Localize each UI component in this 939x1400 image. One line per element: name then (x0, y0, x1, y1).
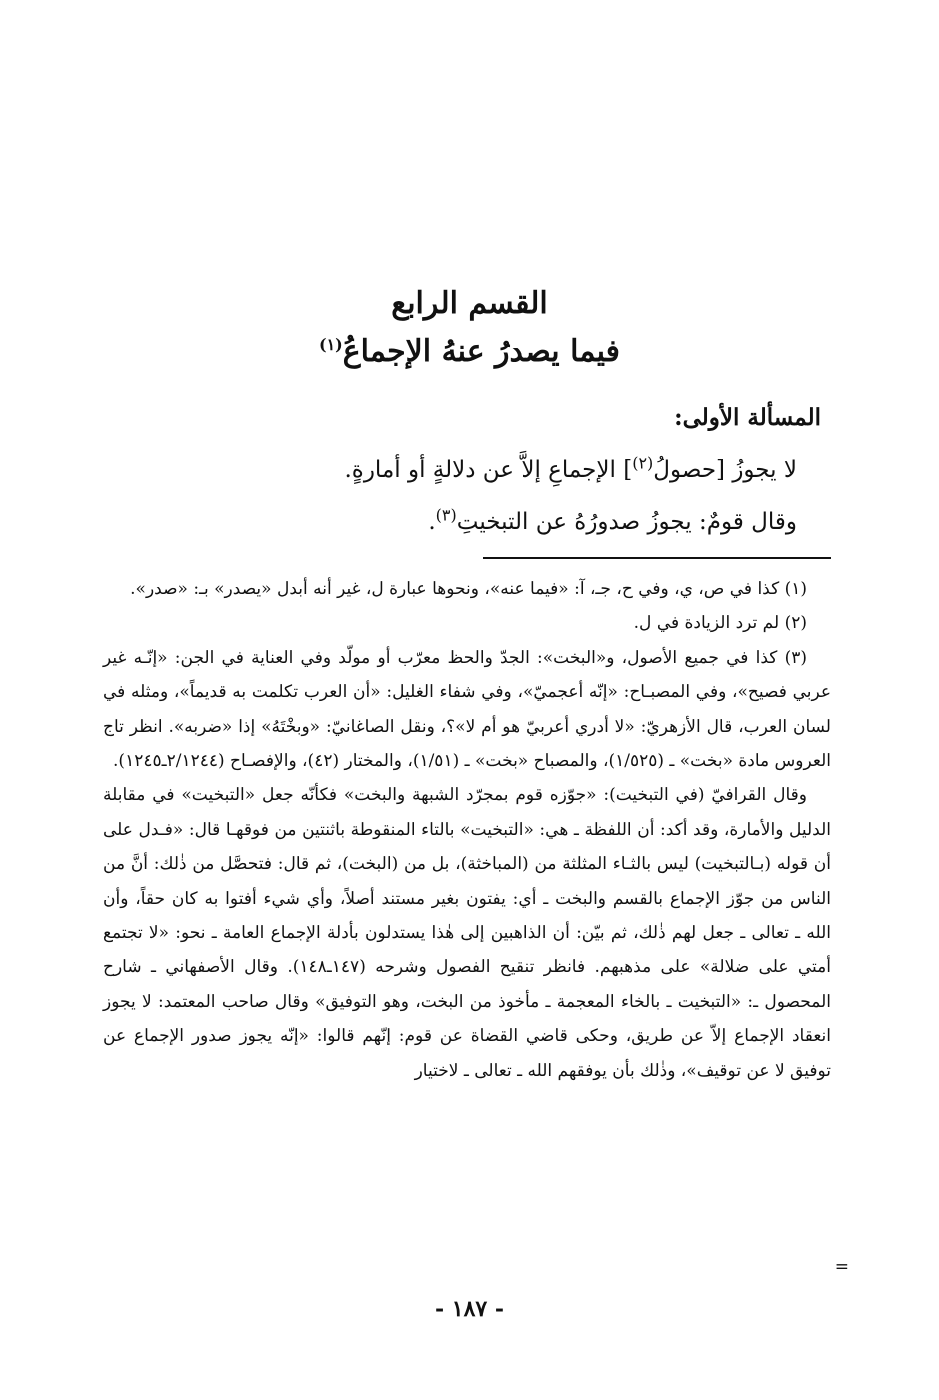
footnotes (103, 572, 831, 1088)
main-line-2 (101, 496, 821, 548)
issue-title: المسألة الأولى: (674, 404, 821, 431)
continuation-mark: = (834, 1257, 849, 1277)
section-title (0, 280, 939, 328)
main-line-2-text-a: وقال قومٌ: يجوزُ صدورُهُ عن التبخيتِ (456, 509, 797, 535)
section-subtitle (0, 328, 939, 376)
footnote-ref-3[interactable]: (٣) (435, 505, 457, 525)
footnote-3: (٣) كذا في جميع الأصول، و«البخت»: الجدّ والحظ معرّب أو مولّد وفي العناية في الجن: «إنّـه غير عربي فصيح»، وفي المصبـاح: «إنّه أعجميّ»، وفي شفاء الغليل: «أن العرب تكلمت به قديماً»، ومثله في لسان العرب، قال الأزهريّ: «لا أدري أعربيّ هو أم لا»؟، ونقل الصاغانيّ: «وبخْتَهُ» إذا «ضربه». انظر تاج العروس مادة «بخت» ـ (١/٥٢٥)، والمصباح «بخت» ـ (١/٥١)، والمختار (٤٢)، والإفصـاح (٢/١٢٤٤ـ١٢٤٥). (103, 647, 831, 772)
section-title-text: القسم الرابع (391, 286, 548, 321)
main-line-1-text-a: لا يجوزُ [حصولُ (653, 457, 797, 483)
footnote-1: (١) كذا في ص، ي، وفي ح، جـ، آ: «فيما عنه»، ونحوها عبارة ل، غير أنه أبدل «يصدر» بـ: «صدر». (130, 579, 807, 599)
main-line-1-text-b: ] الإجماعِ إلاَّ عن دلالةٍ أو أمارةٍ. (344, 457, 633, 483)
footnote-2: (٢) لم ترد الزيادة في ل. (633, 613, 807, 634)
main-text (101, 398, 821, 548)
main-line-2-text-b: . (428, 509, 436, 535)
footnote-3-quote: وقال القرافيّ (في التبخيت): «جوّزه قوم بمجرّد الشبهة والبخت» فكأنّه جعل «التبخيت» في مقابلة الدليل والأمارة، وقد أكد: أن اللفظة ـ هي: «التبخيت» بالتاء المنقوطة باثنتين من فوقهـا قال: «فـدل على أن قوله (بـالتبخيت) ليس بالثـاء المثلثة من (المباخثة)، بل من (البخت)، ثم قال: فتحصَّل من ذٰلك: أنَّ من الناس من جوّز الإجماع بالقسم والبخت ـ أي: يفتون بغير مستند أصلاً، وأي شيء أفتوا به كان حقاً، وأن الله ـ تعالى ـ جعل لهم ذٰلك، ثم بيّن: أن الذاهبين إلى هٰذا يستدلون بأدلة الإجماع العامة ـ نحو: «لا تجتمع أمتي على ضلالة» على مذهبهم. فانظر تنقيح الفصول وشرحه (١٤٧ـ١٤٨). وقال الأصفهاني ـ شارح المحصول ـ: «التبخيت ـ بالخاء المعجمة ـ مأخوذ من البخت، وهو التوفيق» وقال صاحب المعتمد: لا يجوز انعقاد الإجماع إلاّ عن طريق، وحكى قاضي القضاة عن قوم: إنّهم قالوا: «إنّه يجوز صدور الإجماع عن توفيق لا عن توقيف»، وذٰلك بأن يوفقهم الله ـ تعالى ـ لاختيار (103, 785, 831, 1081)
page-number: - ١٨٧ - (434, 1296, 505, 1322)
section-heading (0, 280, 939, 376)
main-line-1 (101, 444, 821, 496)
footnote-divider (483, 557, 831, 559)
section-subtitle-text: فيما يصدرُ عنهُ الإجماعُ (342, 334, 620, 369)
footnote-ref-2[interactable]: (٢) (632, 453, 654, 473)
footnote-ref-1[interactable]: (١) (319, 335, 343, 354)
